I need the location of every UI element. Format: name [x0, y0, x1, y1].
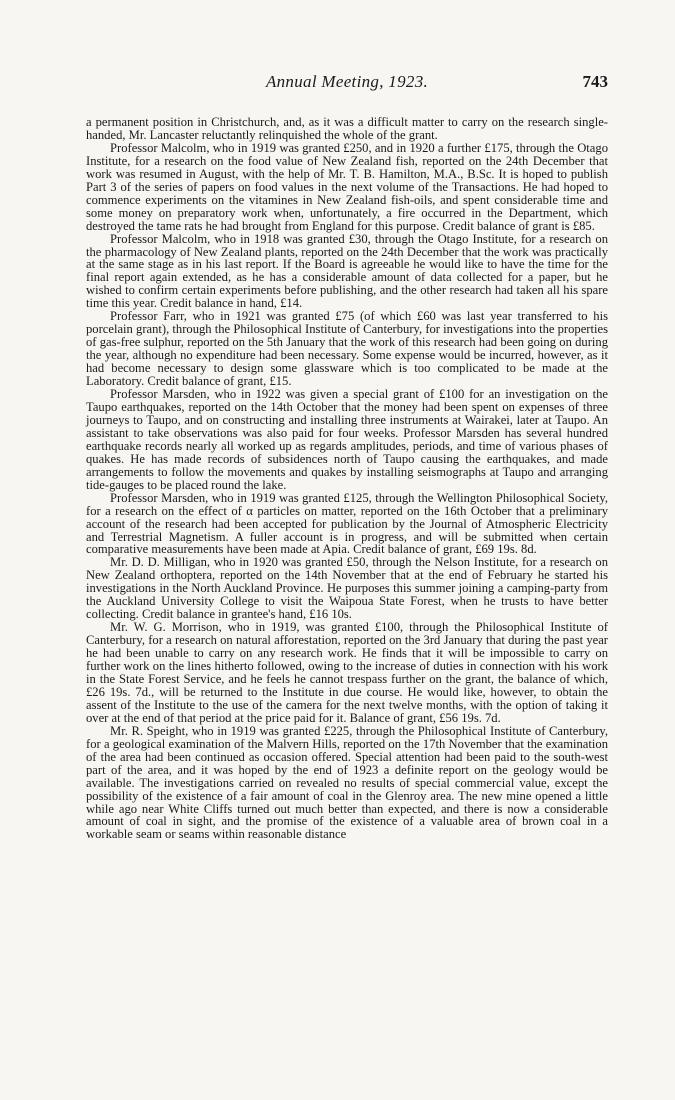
paragraph-morrison-afforestation: Mr. W. G. Morrison, who in 1919, was granted £100, through the Philosophical Institute of Canterbury, for a research on natural afforestation, reported on the 3rd January that during the past year he had been unable to carry on any research work. He finds that it will be impossible to carry on further work on the lines hitherto followed, owing to the increase of duties in connection with his work in the State Forest Service, and he feels he cannot trespass further on the grant, the balance of which, £26 19s. 7d., will be returned to the Institute in due course. He would like, however, to obtain the assent of the Institute to the use of the camera for the next twelve months, with the option of taking it over at the end of that period at the price paid for it. Balance of grant, £56 19s. 7d. — [86, 620, 608, 725]
paragraph-marsden-particles: Professor Marsden, who in 1919 was granted £125, through the Wellington Philosophical Society, for a research on the effect of α particles on matter, reported on the 16th October that a preliminary account of the research had been accepted for publication by the Journal of Atmospheric Electricity and Terrestrial Magnetism. A fuller account is in progress, and will be submitted when certain comparative measurements have been made at Apia. Credit balance of grant, £69 19s. 8d. — [86, 490, 608, 557]
paragraph-malcolm-pharmacology: Professor Malcolm, who in 1918 was granted £30, through the Otago Institute, for a research on the pharmacology of New Zealand plants, reported on the 24th December that the work was practically at the same stage as in his last report. If the Board is agreeable he would like to have the time for the final report again extended, as he has a considerable amount of data collected for a paper, but he wished to confirm certain experiments before publishing, and the other research had taken all his spare time this year. Credit balance in hand, £14. — [86, 231, 608, 311]
page-number: 743 — [582, 72, 608, 91]
body-text — [86, 116, 608, 841]
page-header — [86, 72, 608, 96]
paragraph-marsden-earthquakes: Professor Marsden, who in 1922 was given a special grant of £100 for an investigation on the Taupo earthquakes, reported on the 14th October that the money had been spent on expenses of three journeys to Taupo, and on constructing and installing three instruments at Wairakei, later at Taupo. An assistant to take observations was also paid for four weeks. Professor Marsden has several hundred earthquake records nearly all worked up as regards amplitudes, periods, and time of various phases of quakes. He has made records of subsidences north of Taupo causing the earthquakes, and made arrangements to follow the movements and quakes by installing seismographs at Taupo and arranging tide-gauges to be placed round the lake. — [86, 387, 608, 492]
paragraph-farr-sulphur: Professor Farr, who in 1921 was granted £75 (of which £60 was last year transferred to his porcelain grant), through the Philosophical Institute of Canterbury, for investigations into the properties of gas-free sulphur, reported on the 5th January that the work of this research had been going on during the year, although no expenditure had been necessary. Some expense would be incurred, however, as it had become necessary to design some glassware which is too complicated to be made at the Laboratory. Credit balance of grant, £15. — [86, 309, 608, 389]
paragraph-lancaster-continued: a permanent position in Christchurch, and, as it was a difficult matter to carry on the research single-handed, Mr. Lancaster reluctantly relinquished the whole of the grant. — [86, 115, 608, 142]
running-title: Annual Meeting, 1923. — [265, 72, 429, 91]
paragraph-speight-malvern: Mr. R. Speight, who in 1919 was granted £225, through the Philosophical Institute of Canterbury, for a geological examination of the Malvern Hills, reported on the 17th November that the examination of the area had been continued as occasion offered. Special attention had been paid to the south-west part of the area, and it was hoped by the end of 1923 a definite report on the geology would be available. The investigations carried on revealed no results of special commercial value, except the possibility of the existence of a fair amount of coal in the Glenroy area. The new mine opened a little while ago near White Cliffs turned out much better than expected, and there is now a considerable amount of coal in sight, and the promise of the existence of a valuable area of brown coal in a workable seam or seams within reasonable distance — [86, 723, 608, 842]
paragraph-malcolm-fish: Professor Malcolm, who in 1919 was granted £250, and in 1920 a further £175, through the Otago Institute, for a research on the food value of New Zealand fish, reported on the 24th December that work was resumed in August, with the help of Mr. T. B. Hamilton, M.A., B.Sc. It is hoped to publish Part 3 of the series of papers on food values in the next volume of the Transactions. He had hoped to commence experiments on the vitamines in New Zealand fish-oils, and spent considerable time and some money on preparatory work when, unfortunately, a fire occurred in the Department, which destroyed the tame rats he had brought from England for this purpose. Credit balance of grant is £85. — [86, 140, 608, 233]
paragraph-milligan-orthoptera: Mr. D. D. Milligan, who in 1920 was granted £50, through the Nelson Institute, for a research on New Zealand orthoptera, reported on the 14th November that at the end of February he started his investigations in the North Auckland Province. He purposes this summer joining a camping-party from the Auckland University College to visit the Waipoua State Forest, when he trusts to have better collecting. Credit balance in grantee's hand, £16 10s. — [86, 555, 608, 622]
